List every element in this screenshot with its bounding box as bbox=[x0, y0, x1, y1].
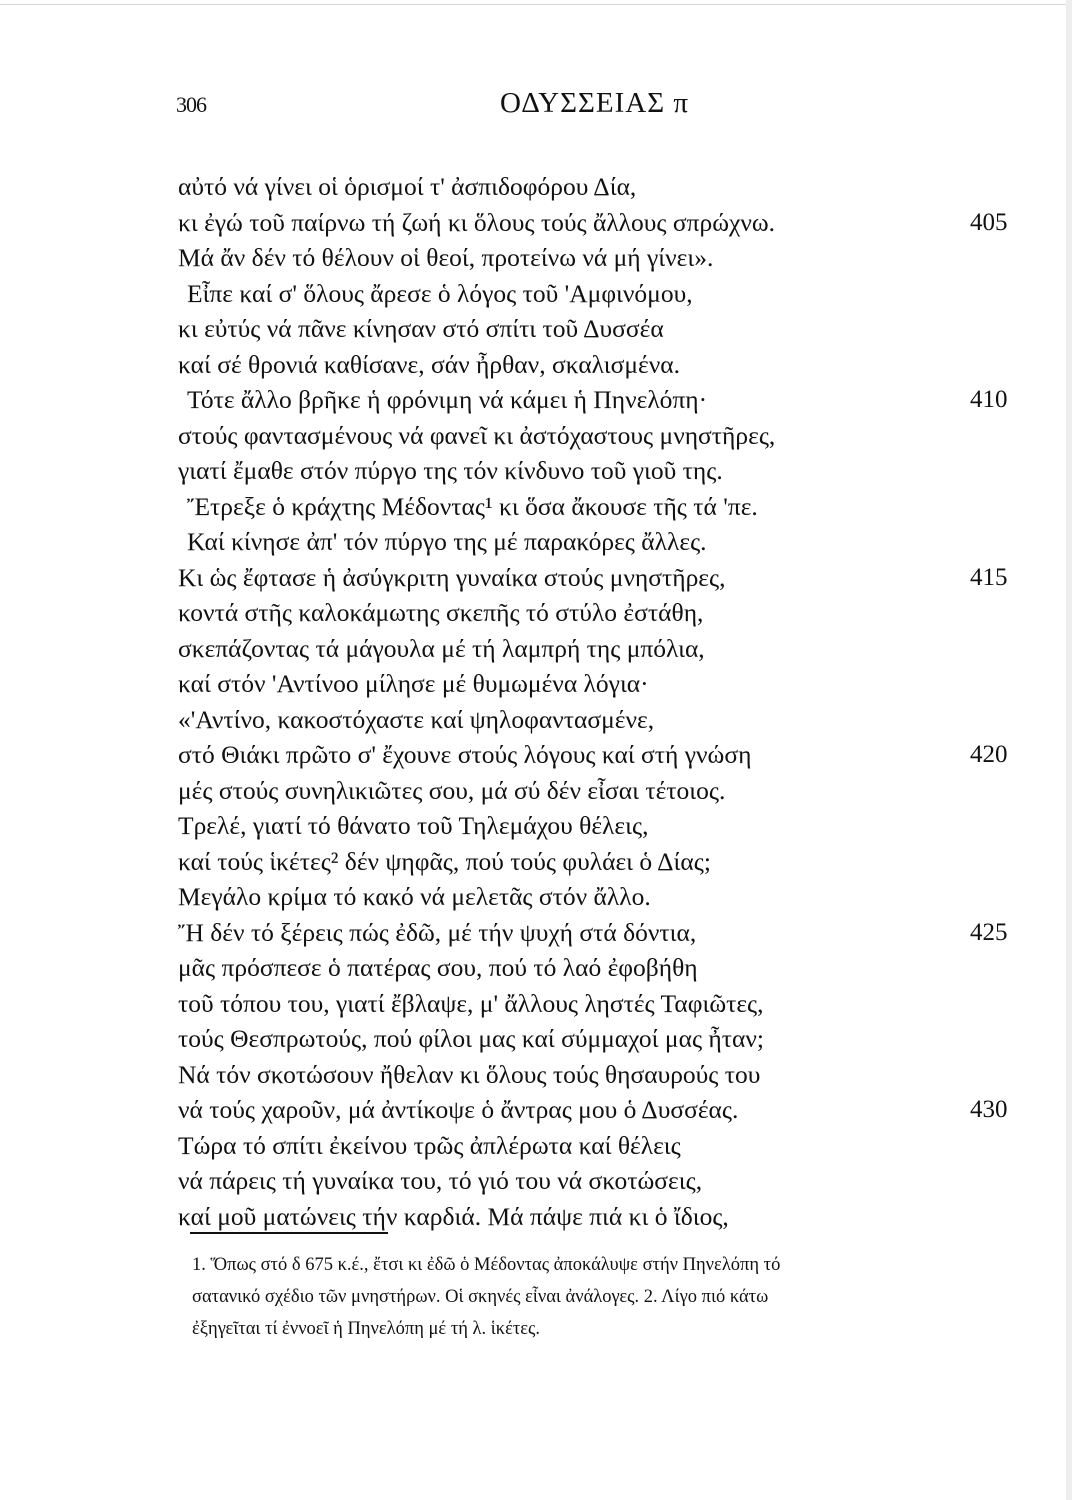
footnote-line: ἐξηγεῖται τί ἐννοεῖ ἡ Πηνελόπη μέ τή λ. ἱκέτες. bbox=[192, 1319, 540, 1339]
verse-line bbox=[0, 524, 1072, 560]
line-number: 415 bbox=[970, 563, 1008, 591]
verse-line bbox=[0, 205, 1072, 241]
verse-text: «'Αντίνο, κακοστόχαστε καί ψηλοφαντασμένε, bbox=[178, 704, 655, 734]
verse-text: Καί κίνησε ἀπ' τόν πύργο της μέ παρακόρες ἄλλες. bbox=[187, 527, 707, 556]
footnote-line: 1. Ὅπως στό δ 675 κ.έ., ἔτσι κι ἐδῶ ὁ Μέδοντας ἀποκάλυψε στήν Πηνελόπη τό bbox=[192, 1255, 781, 1275]
verse-line bbox=[0, 631, 1072, 667]
verse-text: Τώρα τό σπίτι ἐκείνου τρῶς ἀπλέρωτα καί θέλεις bbox=[178, 1130, 681, 1160]
verse-text: Ἤ δέν τό ξέρεις πώς ἐδῶ, μέ τήν ψυχή στά δόντια, bbox=[178, 917, 697, 947]
verse-line bbox=[0, 808, 1072, 844]
footnote-line: σατανικό σχέδιο τῶν μνηστήρων. Οἱ σκηνές εἶναι ἀνάλογες. 2. Λίγο πιό κάτω bbox=[192, 1287, 769, 1307]
verse-line bbox=[0, 950, 1072, 986]
verse-line bbox=[0, 1092, 1072, 1128]
verse-text: στούς φαντασμένους νά φανεῖ κι ἀστόχαστους μνηστῆρες, bbox=[178, 420, 776, 450]
line-number: 430 bbox=[970, 1096, 1008, 1123]
verse-line bbox=[0, 489, 1072, 525]
verse-text: Τρελέ, γιατί τό θάνατο τοῦ Τηλεμάχου θέλεις, bbox=[178, 811, 649, 840]
line-number: 425 bbox=[970, 918, 1008, 946]
verse-text: Ἔτρεξε ὁ κράχτης Μέδοντας¹ κι ὅσα ἄκουσε τῆς τά 'πε. bbox=[187, 491, 758, 521]
verse-text: νά πάρεις τή γυναίκα του, τό γιό του νά σκοτώσεις, bbox=[178, 1166, 703, 1195]
verse-line bbox=[0, 453, 1072, 489]
verse-line bbox=[0, 879, 1072, 915]
verse-line bbox=[0, 240, 1072, 276]
verse-text: Νά τόν σκοτώσουν ἤθελαν κι ὅλους τούς θησαυρούς του bbox=[178, 1059, 761, 1089]
verse-line bbox=[0, 169, 1072, 205]
verse-text: Κι ὡς ἔφτασε ἡ ἀσύγκριτη γυναίκα στούς μνηστῆρες, bbox=[178, 562, 726, 592]
verse-line bbox=[0, 311, 1072, 347]
footnotes bbox=[192, 1249, 1022, 1345]
poem-text bbox=[0, 169, 1072, 1234]
verse-text: Τότε ἄλλο βρῆκε ἡ φρόνιμη νά κάμει ἡ Πηνελόπη· bbox=[187, 385, 708, 414]
page-number: 306 bbox=[176, 92, 206, 117]
verse-text: καί μοῦ ματώνεις τήν καρδιά. Μά πάψε πιά κι ὁ ἴδιος, bbox=[178, 1201, 729, 1231]
verse-line bbox=[0, 915, 1072, 951]
verse-text: αὐτό νά γίνει οἱ ὁρισμοί τ' ἀσπιδοφόρου Δία, bbox=[178, 172, 637, 201]
verse-text: κι ἐγώ τοῦ παίρνω τή ζωή κι ὅλους τούς ἄλλους σπρώχνω. bbox=[178, 207, 776, 237]
verse-line bbox=[0, 347, 1072, 383]
line-number: 405 bbox=[970, 208, 1008, 236]
scan-edge-line bbox=[0, 4, 1072, 5]
verse-line bbox=[0, 595, 1072, 631]
verse-text: κι εὐτύς νά πᾶνε κίνησαν στό σπίτι τοῦ Δυσσέα bbox=[178, 314, 664, 343]
verse-line bbox=[0, 1163, 1072, 1199]
verse-text: στό Θιάκι πρῶτο σ' ἔχουνε στούς λόγους καί στή γνώση bbox=[178, 740, 752, 769]
verse-text: κοντά στῆς καλοκάμωτης σκεπῆς τό στύλο ἐστάθη, bbox=[178, 598, 704, 627]
verse-line bbox=[0, 986, 1072, 1022]
verse-line bbox=[0, 844, 1072, 880]
verse-text: Μά ἄν δέν τό θέλουν οἱ θεοί, προτείνω νά μή γίνει». bbox=[178, 243, 714, 272]
verse-line bbox=[0, 1057, 1072, 1093]
verse-line bbox=[0, 1021, 1072, 1057]
verse-text: Μεγάλο κρίμα τό κακό νά μελετᾶς στόν ἄλλο. bbox=[178, 882, 651, 911]
verse-line bbox=[0, 1199, 1072, 1235]
verse-line bbox=[0, 666, 1072, 702]
verse-text: σκεπάζοντας τά μάγουλα μέ τή λαμπρή της μπόλια, bbox=[178, 633, 705, 663]
verse-text: τοῦ τόπου του, γιατί ἔβλαψε, μ' ἄλλους ληστές Ταφιῶτες, bbox=[178, 988, 764, 1018]
line-number: 410 bbox=[970, 386, 1008, 413]
verse-text: καί στόν 'Αντίνοο μίλησε μέ θυμωμένα λόγια· bbox=[178, 669, 649, 698]
verse-line bbox=[0, 276, 1072, 312]
verse-text: νά τούς χαροῦν, μά ἀντίκοψε ὁ ἄντρας μου ὁ Δυσσέας. bbox=[178, 1095, 739, 1124]
verse-text: τούς Θεσπρωτούς, πού φίλοι μας καί σύμμαχοί μας ἦταν; bbox=[178, 1024, 764, 1053]
verse-line bbox=[0, 1128, 1072, 1164]
verse-text: καί σέ θρονιά καθίσανε, σάν ἦρθαν, σκαλισμένα. bbox=[178, 349, 680, 379]
verse-line bbox=[0, 382, 1072, 418]
verse-text: καί τούς ἱκέτες² δέν ψηφᾶς, πού τούς φυλάει ὁ Δίας; bbox=[178, 846, 711, 876]
verse-text: γιατί ἔμαθε στόν πύργο της τόν κίνδυνο τοῦ γιοῦ της. bbox=[178, 456, 723, 485]
verse-line bbox=[0, 702, 1072, 738]
verse-line bbox=[0, 418, 1072, 454]
footnote-divider bbox=[190, 1232, 388, 1234]
verse-line bbox=[0, 560, 1072, 596]
verse-line bbox=[0, 737, 1072, 773]
verse-text: μᾶς πρόσπεσε ὁ πατέρας σου, πού τό λαό ἐφοβήθη bbox=[178, 953, 698, 982]
verse-line bbox=[0, 773, 1072, 809]
verse-text: Εἶπε καί σ' ὅλους ἄρεσε ὁ λόγος τοῦ 'Αμφινόμου, bbox=[187, 278, 693, 308]
line-number: 420 bbox=[970, 741, 1008, 768]
verse-text: μές στούς συνηλικιῶτες σου, μά σύ δέν εἶσαι τέτοιος. bbox=[178, 775, 726, 805]
running-title: ΟΔΥΣΣΕΙΑΣ π bbox=[500, 87, 689, 119]
